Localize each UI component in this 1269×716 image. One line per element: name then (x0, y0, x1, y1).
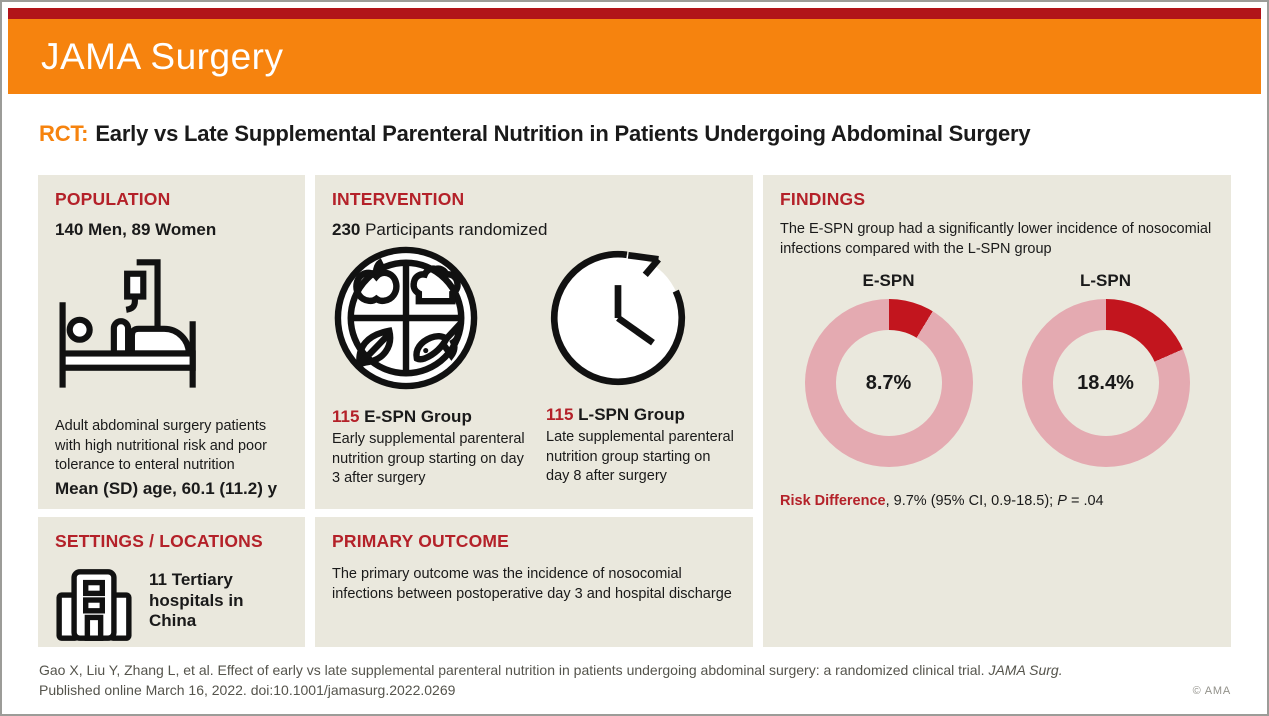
ama-copyright: © AMA (1192, 684, 1231, 697)
espn-donut-chart (805, 299, 973, 467)
lspn-donut-chart (1022, 299, 1190, 467)
espn-group-title (332, 407, 546, 427)
citation-journal: JAMA Surg. (988, 662, 1063, 678)
risk-difference-stats: , 9.7% (95% CI, 0.9-18.5); (885, 493, 1058, 510)
footer (39, 660, 1231, 701)
intervention-panel (315, 175, 753, 509)
findings-summary: The E-SPN group had a significantly lower incidence of nosocomial infections compared with the L-SPN group (780, 221, 1212, 257)
top-accent-bar (8, 8, 1261, 19)
lspn-description: Late supplemental parenteral nutrition group starting on day 8 after surgery (546, 429, 734, 485)
population-heading: POPULATION (55, 189, 171, 209)
espn-donut-value: 8.7% (836, 330, 942, 436)
food-plate-icon (332, 244, 546, 397)
espn-chart-column (780, 271, 997, 467)
randomized-count: 230 (332, 220, 361, 239)
population-description: Adult abdominal surgery patients with high nutritional risk and poor tolerance to enteral nutrition (55, 418, 267, 474)
citation (39, 660, 1063, 701)
panels-grid (38, 175, 1231, 647)
randomized-text: Participants randomized (360, 220, 548, 239)
clock-icon (546, 244, 736, 395)
patient-in-bed-iv-icon (55, 252, 288, 403)
espn-donut-label: E-SPN (862, 271, 915, 291)
lspn-name: L-SPN Group (573, 405, 685, 424)
lspn-chart-column (997, 271, 1214, 467)
intervention-heading: INTERVENTION (332, 189, 465, 209)
population-demographics: 140 Men, 89 Women (55, 220, 217, 239)
journal-brand: JAMA Surgery (41, 35, 284, 77)
masthead (8, 19, 1261, 94)
risk-difference-line (780, 493, 1214, 509)
p-symbol: P (1057, 493, 1067, 510)
population-age: Mean (SD) age, 60.1 (11.2) y (55, 479, 278, 499)
lspn-count: 115 (546, 405, 574, 424)
settings-panel (38, 517, 305, 647)
settings-row (55, 566, 288, 649)
hospital-building-icon (55, 566, 133, 649)
risk-difference-label: Risk Difference (780, 493, 886, 510)
population-panel (38, 175, 305, 509)
espn-count: 115 (332, 407, 360, 426)
settings-heading: SETTINGS / LOCATIONS (55, 531, 263, 551)
citation-line2: Published online March 16, 2022. doi:10.1001/jamasurg.2022.0269 (39, 682, 456, 699)
findings-panel (763, 175, 1231, 647)
espn-group (332, 244, 546, 489)
primary-outcome-heading: PRIMARY OUTCOME (332, 531, 510, 551)
espn-name: E-SPN Group (359, 407, 472, 426)
article-title-text: Early vs Late Supplemental Parenteral Nutrition in Patients Undergoing Abdominal Surgery (95, 121, 1031, 146)
citation-text: Gao X, Liu Y, Zhang L, et al. Effect of early vs late supplemental parenteral nutrition in patients undergoing abdominal surgery: a randomized clinical trial. (39, 662, 989, 678)
findings-heading: FINDINGS (780, 189, 866, 209)
lspn-group (546, 244, 736, 489)
p-value: = .04 (1066, 493, 1104, 510)
article-title (39, 121, 1231, 147)
donut-charts-row (780, 271, 1214, 467)
lspn-group-title (546, 405, 736, 425)
randomized-line (332, 220, 736, 240)
intervention-groups (332, 244, 736, 489)
study-type-tag: RCT: (39, 121, 89, 146)
espn-description: Early supplemental parenteral nutrition group starting on day 3 after surgery (332, 431, 525, 487)
lspn-donut-value: 18.4% (1053, 330, 1159, 436)
settings-text: 11 Tertiary hospitals in China (149, 570, 244, 631)
primary-outcome-text: The primary outcome was the incidence of nosocomial infections between postoperative day 3 and hospital discharge (332, 566, 732, 602)
primary-outcome-panel (315, 517, 753, 647)
lspn-donut-label: L-SPN (1080, 271, 1131, 291)
